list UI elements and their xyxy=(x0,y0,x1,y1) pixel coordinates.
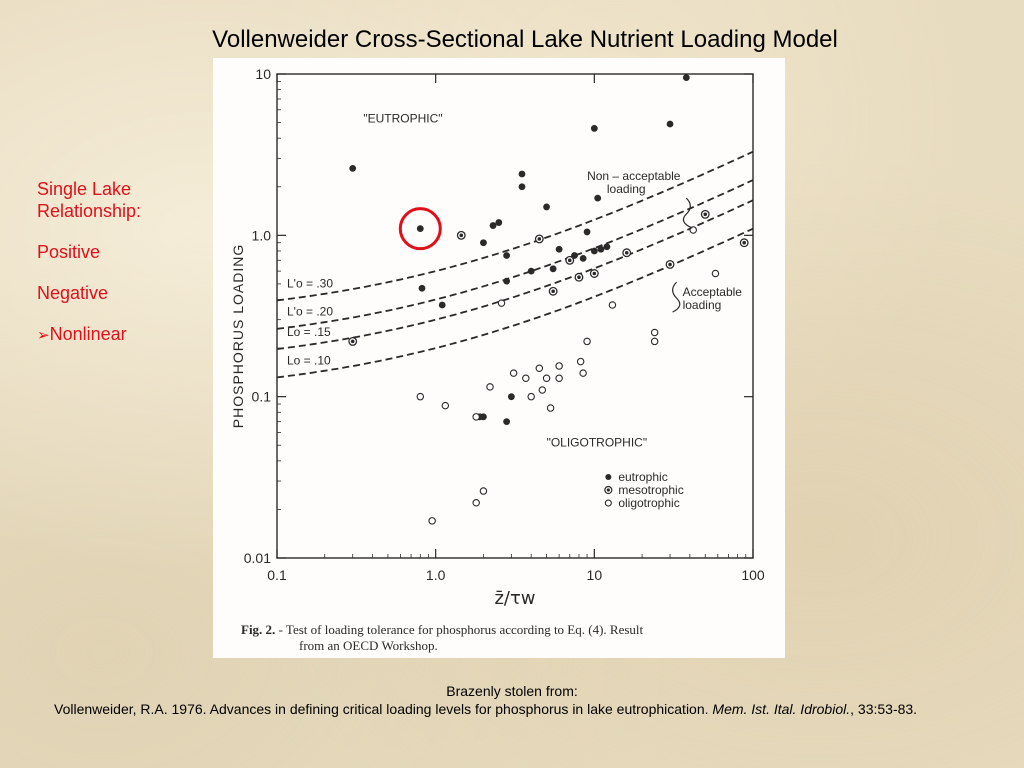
eutrophic-point xyxy=(598,246,605,253)
loading-scatter-chart xyxy=(213,58,785,658)
y-tick-label: 1.0 xyxy=(251,227,271,244)
y-tick-label: 0.1 xyxy=(251,388,271,405)
mesotrophic-point-center xyxy=(459,234,463,238)
acceptable-label-2: loading xyxy=(682,298,722,313)
x-tick-label: 100 xyxy=(741,567,765,583)
slide-title: Vollenweider Cross-Sectional Lake Nutrient Loading Model xyxy=(212,26,838,53)
y-axis-label: PHOSPHORUS LOADING xyxy=(230,243,246,429)
acceptable-label-1: Acceptable xyxy=(682,285,742,300)
eutrophic-point xyxy=(519,171,526,178)
legend-label: oligotrophic xyxy=(618,496,680,511)
x-tick-label: 10 xyxy=(586,567,603,583)
figure-caption-label: Fig. 2. xyxy=(241,622,279,637)
oligotrophic-point xyxy=(536,365,542,371)
y-tick-label: 10 xyxy=(255,66,271,82)
arrow-bullet-icon: ➢ xyxy=(37,327,50,344)
oligotrophic-point xyxy=(580,370,586,376)
eutrophic-point xyxy=(439,302,446,309)
bullet-nonlinear xyxy=(37,323,207,347)
citation-block xyxy=(0,682,1024,718)
eutrophic-point xyxy=(683,74,690,81)
oligotrophic-point xyxy=(523,375,529,381)
citation-ref-tail: , 33:53-83. xyxy=(850,701,918,717)
eutrophic-point xyxy=(417,225,424,232)
citation-reference xyxy=(0,700,1024,718)
oligotrophic-point xyxy=(543,375,549,381)
oligotrophic-point xyxy=(556,363,562,369)
oligotrophic-point xyxy=(584,338,590,344)
eutrophic-point xyxy=(584,229,591,236)
eutrophic-point xyxy=(591,248,598,255)
eutrophic-point xyxy=(543,204,550,211)
mesotrophic-point-center xyxy=(668,263,672,267)
oligotrophic-point xyxy=(547,405,553,411)
mesotrophic-point-center xyxy=(551,289,555,293)
oligotrophic-point xyxy=(528,393,534,399)
curve-label: L'o = .20 xyxy=(287,304,333,319)
oligotrophic-point xyxy=(417,393,423,399)
non-acceptable-label-1: Non – acceptable xyxy=(587,169,681,184)
mesotrophic-point-center xyxy=(703,213,707,217)
legend-eutrophic-marker xyxy=(605,474,611,480)
figure-caption-text: - Test of loading tolerance for phosphorus according to Eq. (4). Result xyxy=(278,622,644,637)
eutrophic-point xyxy=(603,243,610,250)
bullet-nonlinear-label: Nonlinear xyxy=(49,324,127,344)
side-text-block xyxy=(37,178,207,366)
eutrophic-point xyxy=(556,246,563,253)
eutrophic-point xyxy=(419,285,426,292)
eutrophic-point xyxy=(508,393,515,400)
oligotrophic-point xyxy=(480,488,486,494)
citation-journal: Mem. Ist. Ital. Idrobiol. xyxy=(712,701,851,717)
citation-intro: Brazenly stolen from: xyxy=(446,683,578,699)
curve-label: L'o = .30 xyxy=(287,276,333,291)
eutrophic-point xyxy=(528,268,535,275)
loading-curve xyxy=(277,180,753,329)
relationship-heading-line1: Single Lake xyxy=(37,179,132,199)
y-tick-label: 0.01 xyxy=(243,550,271,566)
eutrophic-point xyxy=(495,219,502,226)
x-tick-label: 0.1 xyxy=(267,567,287,583)
figure-caption-line2: from an OECD Workshop. xyxy=(299,638,438,653)
loading-curve xyxy=(277,200,753,349)
oligotrophic-point xyxy=(609,302,615,308)
relationship-heading xyxy=(37,178,207,222)
legend-label: mesotrophic xyxy=(618,483,684,498)
eutrophic-point xyxy=(480,239,487,246)
eutrophic-point xyxy=(594,195,601,202)
eutrophic-point xyxy=(349,165,356,172)
relationship-heading-line2: Relationship: xyxy=(37,201,142,221)
non-acceptable-label-2: loading xyxy=(606,182,646,197)
mesotrophic-point-center xyxy=(742,241,746,245)
oligotrophic-point xyxy=(651,329,657,335)
eutrophic-point xyxy=(591,125,598,132)
oligotrophic-point xyxy=(577,358,583,364)
oligotrophic-point xyxy=(556,375,562,381)
eutrophic-point xyxy=(503,252,510,259)
acceptable-brace xyxy=(673,282,680,312)
curve-label: Lo = .15 xyxy=(287,324,331,339)
loading-curve xyxy=(277,152,753,301)
oligotrophic-point xyxy=(510,370,516,376)
oligotrophic-point xyxy=(473,500,479,506)
oligotrophic-point xyxy=(487,384,493,390)
x-axis-label: z̄/τw xyxy=(494,588,536,609)
oligotrophic-point xyxy=(442,402,448,408)
eutrophic-point xyxy=(550,265,557,272)
bullet-negative: Negative xyxy=(37,283,109,303)
oligotrophic-point xyxy=(539,387,545,393)
mesotrophic-point-center xyxy=(538,237,542,241)
oligotrophic-region-label: "OLIGOTROPHIC" xyxy=(546,435,648,450)
mesotrophic-point-center xyxy=(625,251,629,255)
oligotrophic-point xyxy=(498,300,504,306)
eutrophic-point xyxy=(580,255,587,262)
eutrophic-region-label: "EUTROPHIC" xyxy=(363,111,443,126)
figure-caption-line1 xyxy=(241,622,644,637)
mesotrophic-point-center xyxy=(351,340,355,344)
eutrophic-point xyxy=(667,121,674,128)
loading-curve xyxy=(277,229,753,378)
bullet-positive: Positive xyxy=(37,242,101,262)
oligotrophic-point xyxy=(473,414,479,420)
eutrophic-point xyxy=(519,183,526,190)
legend-oligotrophic-marker xyxy=(605,500,611,506)
x-tick-label: 1.0 xyxy=(425,567,446,583)
oligotrophic-point xyxy=(429,518,435,524)
citation-ref-main: Vollenweider, R.A. 1976. Advances in defining critical loading levels for phosphorus in lake eutrophication. xyxy=(54,701,713,717)
chart-panel xyxy=(213,58,785,658)
eutrophic-point xyxy=(490,222,497,229)
legend-label: eutrophic xyxy=(618,470,668,485)
legend-mesotrophic-marker-center xyxy=(607,488,610,491)
mesotrophic-point-center xyxy=(568,259,572,263)
eutrophic-point xyxy=(503,278,510,285)
non-acceptable-brace xyxy=(683,198,692,228)
curve-label: Lo = .10 xyxy=(287,353,331,368)
oligotrophic-point xyxy=(712,270,718,276)
eutrophic-point xyxy=(503,418,510,425)
mesotrophic-point-center xyxy=(593,272,597,276)
oligotrophic-point xyxy=(651,338,657,344)
mesotrophic-point-center xyxy=(577,275,581,279)
